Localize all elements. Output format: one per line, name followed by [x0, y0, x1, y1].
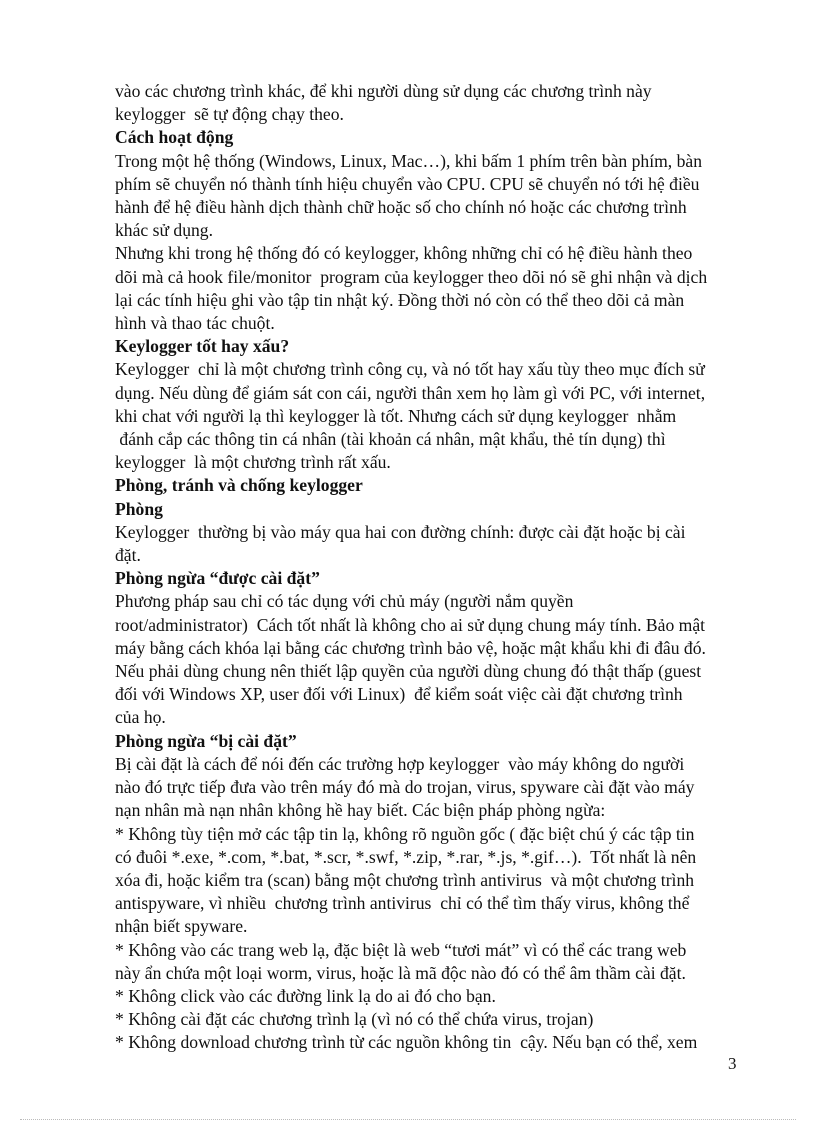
paragraph: * Không download chương trình từ các nguồn không tin cậy. Nếu bạn có thể, xem [115, 1032, 698, 1053]
paragraph: Phương pháp sau chỉ có tác dụng với chủ máy (người nắm quyền root/administrator) Cách tốt nhất là không cho ai sử dụng chung máy tính. Bảo mật máy bằng cách khóa lại bằng các chương trình bảo vệ, hoặc mật khẩu khi đi đâu đó. Nếu phải dùng chung nên thiết lập quyền của người dùng chung đó thật thấp (guest đối với Windows XP, user đối với Linux) để kiểm soát việc cài đặt chương trình của họ. [115, 591, 706, 728]
section-heading: Phòng ngừa “bị cài đặt” [115, 730, 297, 751]
section-heading: Phòng [115, 498, 163, 519]
paragraph: Trong một hệ thống (Windows, Linux, Mac…), khi bấm 1 phím trên bàn phím, bàn phím sẽ chuyển nó thành tính hiệu chuyển vào CPU. CPU sẽ chuyển nó tới hệ điều hành để hệ điều hành dịch thành chữ hoặc số cho chính nó hoặc các chương trình khác sử dụng. [115, 150, 702, 241]
page-number: 3 [728, 1054, 737, 1073]
document-body [115, 80, 755, 1055]
paragraph: * Không click vào các đường link lạ do ai đó cho bạn. [115, 985, 496, 1006]
page-bottom-divider [20, 1119, 796, 1120]
section-heading: Cách hoạt động [115, 127, 234, 148]
paragraph: Nhưng khi trong hệ thống đó có keylogger, không những chỉ có hệ điều hành theo dõi mà cả hook file/monitor program của keylogger theo dõi nó sẽ ghi nhận và dịch lại các tính hiệu ghi vào tập tin nhật ký. Đồng thời nó còn có thể theo dõi cả màn hình và thao tác chuột. [115, 243, 708, 334]
paragraph: * Không tùy tiện mở các tập tin lạ, không rõ nguồn gốc ( đặc biệt chú ý các tập tin có đuôi *.exe, *.com, *.bat, *.scr, *.swf, *.zip, *.rar, *.js, *.gif…). Tốt nhất là nên xóa đi, hoặc kiểm tra (scan) bằng một chương trình antivirus và một chương trình antispyware, vì nhiều chương trình antivirus chỉ có thể tìm thấy virus, không thể nhận biết spyware. [115, 823, 697, 937]
section-heading: Phòng ngừa “được cài đặt” [115, 568, 320, 589]
paragraph: * Không cài đặt các chương trình lạ (vì nó có thể chứa virus, trojan) [115, 1009, 594, 1030]
paragraph: vào các chương trình khác, để khi người dùng sử dụng các chương trình này keylogger sẽ tự động chạy theo. [115, 81, 652, 125]
paragraph: * Không vào các trang web lạ, đặc biệt là web “tươi mát” vì có thể các trang web này ẩn chứa một loại worm, virus, hoặc là mã độc nào đó có thể âm thầm cài đặt. [115, 939, 687, 983]
section-heading: Keylogger tốt hay xấu? [115, 336, 290, 357]
paragraph: Bị cài đặt là cách để nói đến các trường hợp keylogger vào máy không do người nào đó trực tiếp đưa vào trên máy đó mà do trojan, virus, spyware cài đặt vào máy nạn nhân mà nạn nhân không hề hay biết. Các biện pháp phòng ngừa: [115, 753, 695, 821]
paragraph: Keylogger chỉ là một chương trình công cụ, và nó tốt hay xấu tùy theo mục đích sử dụng. Nếu dùng để giám sát con cái, người thân xem họ làm gì với PC, với internet, khi chat với người lạ thì keylogger là tốt. Nhưng cách sử dụng keylogger nhằm đánh cắp các thông tin cá nhân (tài khoản cá nhân, mật khẩu, thẻ tín dụng) thì keylogger là một chương trình rất xấu. [115, 359, 706, 473]
section-heading: Phòng, tránh và chống keylogger [115, 475, 363, 496]
paragraph: Keylogger thường bị vào máy qua hai con đường chính: được cài đặt hoặc bị cài đặt. [115, 521, 686, 566]
